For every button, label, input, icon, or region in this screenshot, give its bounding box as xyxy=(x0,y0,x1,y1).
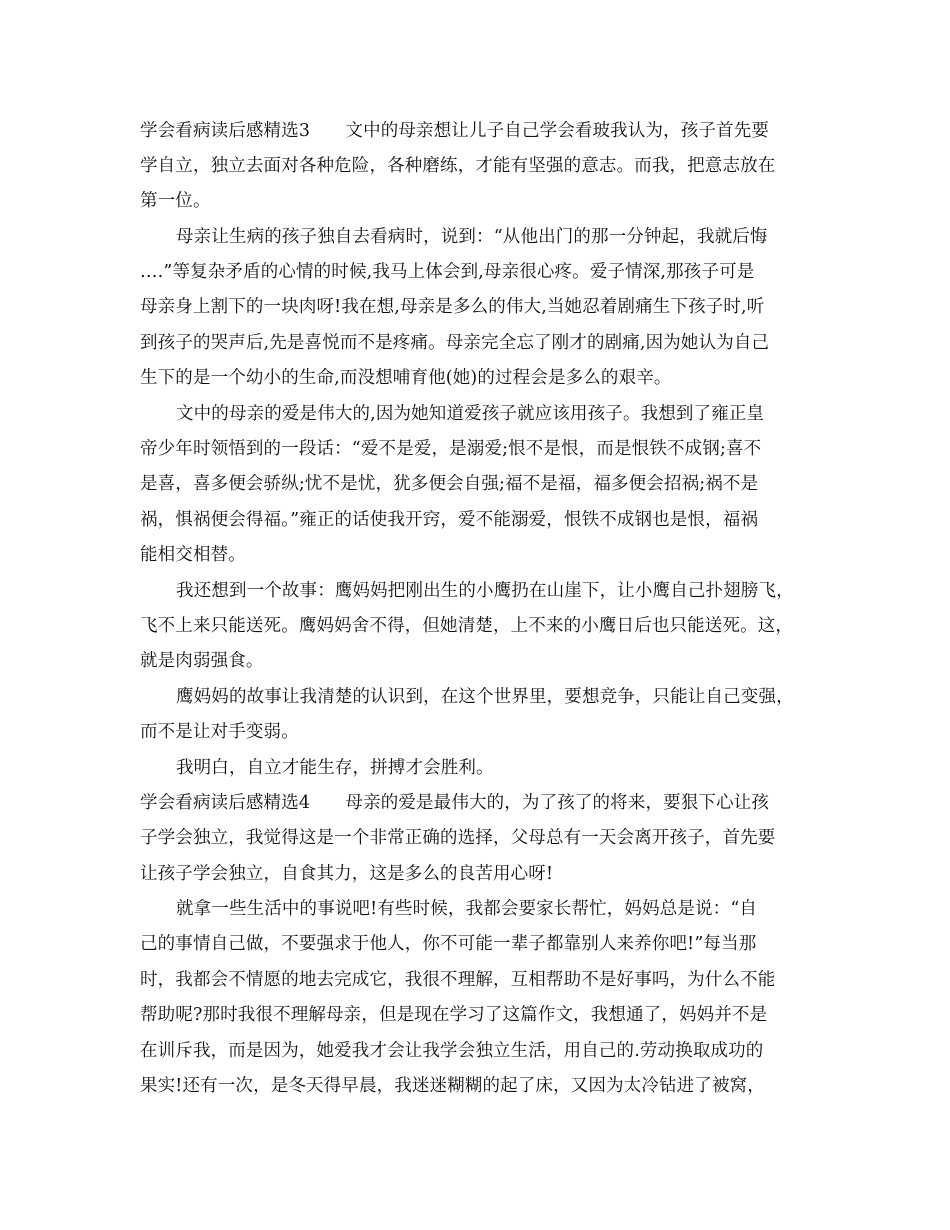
text-line: 果实!还有一次，是冬天得早晨，我迷迷糊糊的起了床，又因为太冷钻进了被窝， xyxy=(140,1076,765,1096)
text-line: 帮助呢?那时我很不理解母亲，但是现在学习了这篇作文，我想通了，妈妈并不是 xyxy=(140,1005,768,1025)
text-line: 我明白，自立才能生存，拼搏才会胜利。 xyxy=(176,758,494,778)
text-line: 学会看病读后感精选4 母亲的爱是最伟大的，为了孩了的将来，要狠下心让孩 xyxy=(140,793,770,813)
text-line: 生下的是一个幼小的生命,而没想哺育他(她)的过程会是多么的艰辛。 xyxy=(140,368,672,388)
text-line: 母亲身上割下的一块肉呀!我在想,母亲是多么的伟大,当她忍着剧痛生下孩子时,听 xyxy=(140,297,765,317)
text-line: 祸，惧祸便会得福。”雍正的话使我开窍，爱不能溺爱，恨铁不成钢也是恨，福祸 xyxy=(140,510,759,530)
text-line: 己的事情自己做，不要强求于他人，你不可能一辈子都靠别人来养你吧!”每当那 xyxy=(140,934,757,954)
text-line: 学会看病读后感精选3 文中的母亲想让儿子自己学会看玻我认为，孩子首先要 xyxy=(140,121,770,141)
text-line: 第一位。 xyxy=(140,191,211,211)
text-line: 文中的母亲的爱是伟大的,因为她知道爱孩子就应该用孩子。我想到了雍正皇 xyxy=(176,404,765,424)
text-line: 子学会独立，我觉得这是一个非常正确的选择，父母总有一天会离开孩子，首先要 xyxy=(140,828,776,848)
text-line: 是喜，喜多便会骄纵;忧不是忧，犹多便会自强;福不是福，福多便会招祸;祸不是 xyxy=(140,474,759,494)
text-line: 让孩子学会独立，自食其力，这是多么的良苦用心呀! xyxy=(140,864,554,884)
text-line: 就拿一些生活中的事说吧!有些时候，我都会要家长帮忙，妈妈总是说：“自 xyxy=(176,899,758,919)
text-line: 帝少年时领悟到的一段话：“爱不是爱，是溺爱;恨不是恨，而是恨铁不成钢;喜不 xyxy=(140,439,762,459)
text-line: 鹰妈妈的故事让我清楚的认识到，在这个世界里，要想竞争，只能让自己变强， xyxy=(176,687,794,707)
text-line: 母亲让生病的孩子独自去看病时，说到：“从他出门的那一分钟起，我就后悔 xyxy=(176,227,768,247)
text-line: 就是肉弱强食。 xyxy=(140,651,264,671)
text-line: 在训斥我，而是因为，她爱我才会让我学会独立生活，用自己的.劳动换取成功的 xyxy=(140,1041,764,1061)
text-line: 学自立，独立去面对各种危险，各种磨练，才能有坚强的意志。而我，把意志放在 xyxy=(140,156,776,176)
text-line: 我还想到一个故事：鹰妈妈把刚出生的小鹰扔在山崖下，让小鹰自己扑翅膀飞， xyxy=(176,581,794,601)
text-line: 能相交相替。 xyxy=(140,545,246,565)
text-line: 到孩子的哭声后,先是喜悦而不是疼痛。母亲完全忘了刚才的剧痛,因为她认为自己 xyxy=(140,333,770,353)
text-line: 而不是让对手变弱。 xyxy=(140,722,299,742)
text-line: ….”等复杂矛盾的心情的时候,我马上体会到,母亲很心疼。爱子情深,那孩子可是 xyxy=(140,262,755,282)
text-line: 时，我都会不情愿的地去完成它，我很不理解，互相帮助不是好事吗，为什么不能 xyxy=(140,970,776,990)
text-line: 飞不上来只能送死。鹰妈妈舍不得，但她清楚，上不来的小鹰日后也只能送死。这， xyxy=(140,616,794,636)
